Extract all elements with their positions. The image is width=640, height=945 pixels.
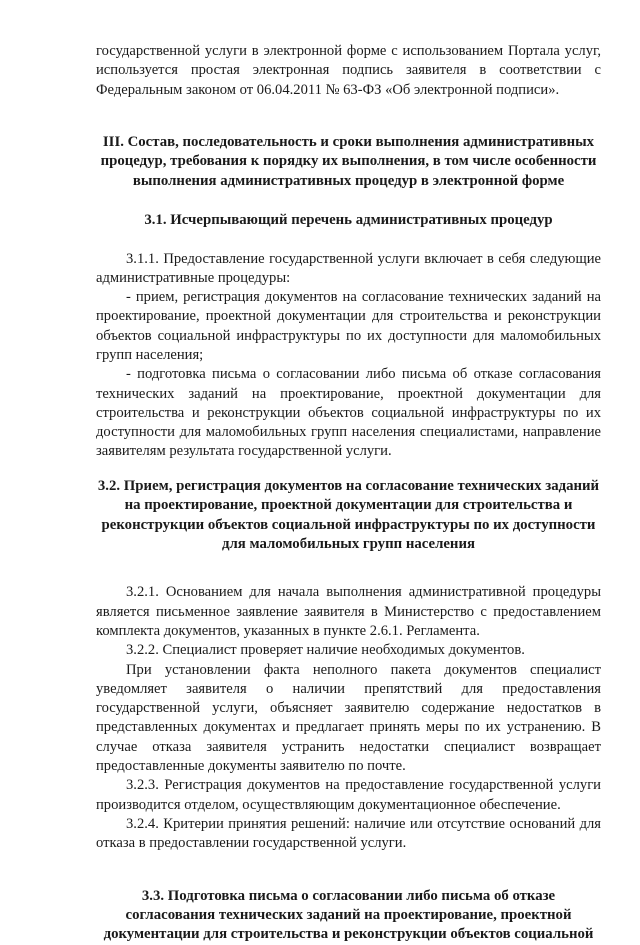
paragraph-3-2-1: 3.2.1. Основанием для начала выполнения административной процедуры является письменное заявление заявителя в Министерство с предоставлением комплекта документов, указанных в пункте 2.6.1. Регламента. [96,584,601,639]
section-3-3-heading: 3.3. Подготовка письма о согласовании либо письма об отказе согласования технических заданий на проектирование, проектной документации для строительства и реконструкции объектов социальной [103,887,594,943]
paragraph-3-2-3: 3.2.3. Регистрация документов на предоставление государственной услуги производится отделом, осуществляющим документационное обеспечение. [96,777,601,813]
section-3-heading: III. Состав, последовательность и сроки выполнения административных процедур, требования к порядку их выполнения, в том числе особенности выполнения административных процедур в электронной форме [100,133,597,189]
document-page [96,42,601,945]
paragraph-3-2-4: 3.2.4. Критерии принятия решений: наличие или отсутствие оснований для отказа в предоставлении государственной услуги. [96,815,601,852]
list-item-reception: - прием, регистрация документов на согласование технических заданий на проектирование, проектной документации для строительства и реконструкции объектов социальной инфраструктуры по их доступности для маломобильных групп населения; [96,289,601,363]
section-3-2-heading: 3.2. Прием, регистрация документов на согласование технических заданий на проектирование, проектной документации для строительства и реконструкции объектов социальной инфраструктуры по их доступности для маломобильных групп населения [97,477,600,552]
list-item-preparation: - подготовка письма о согласовании либо письма об отказе согласования технических заданий на проектирование, проектной документации для строительства и реконструкции объектов социальной инфраструктуры по их доступности для маломобильных групп населения специалистами, направление заявителям результата государственной услуги. [96,366,601,460]
paragraph-incomplete-package: При установлении факта неполного пакета документов специалист уведомляет заявителя о наличии препятствий для предоставления государственной услуги, объясняет заявителю содержание недостатков в представленных документах и предлагает принять меры по их устранению. В случае отказа заявителя устранить недостатки специалист возвращает предоставленные документы заявителю по почте. [96,661,601,775]
intro-paragraph: государственной услуги в электронной форме с использованием Портала услуг, используется простая электронная подпись заявителя в соответствии с Федеральным законом от 06.04.2011 № 63-ФЗ «Об электронной подписи». [96,43,601,98]
section-3-1-heading: 3.1. Исчерпывающий перечень административных процедур [144,212,553,229]
paragraph-3-2-2: 3.2.2. Специалист проверяет наличие необходимых документов. [126,642,525,659]
paragraph-3-1-1: 3.1.1. Предоставление государственной услуги включает в себя следующие административные процедуры: [96,250,601,286]
